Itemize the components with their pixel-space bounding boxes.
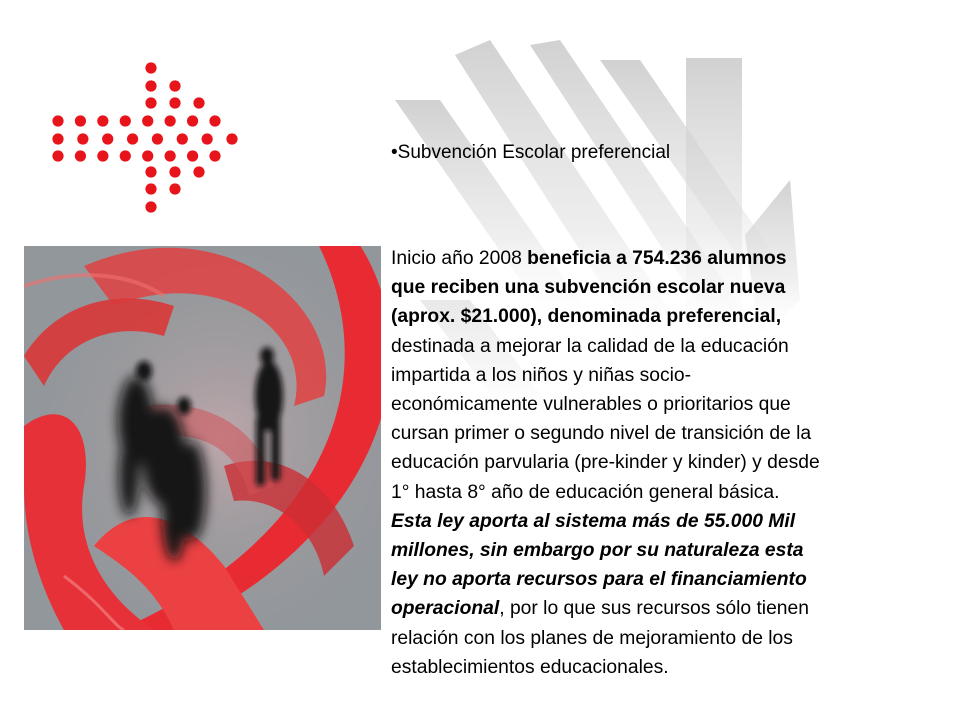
logo-dot xyxy=(165,150,176,161)
logo-dot xyxy=(145,97,156,108)
logo-dot xyxy=(226,133,237,144)
body-line-4: destinada a mejorar la calidad de la educación xyxy=(391,335,789,357)
body-text-rest: , por lo que sus recursos sólo tienen xyxy=(499,598,809,620)
logo-dot xyxy=(52,133,63,144)
body-line-8: educación parvularia (pre-kinder y kinder) y desde xyxy=(391,452,820,474)
logo-dot xyxy=(169,80,180,91)
body-text-italic: operacional xyxy=(391,598,500,620)
body-line-3: (aprox. $21.000), denominada preferencial, xyxy=(391,306,782,328)
body-text-bold: beneficia a 754.236 alumnos xyxy=(527,248,787,269)
slide-body xyxy=(391,244,931,682)
body-line-9: 1° hasta 8° año de educación general básica. xyxy=(391,481,780,503)
logo-dot xyxy=(209,150,220,161)
logo-dot xyxy=(165,115,176,126)
body-line-5: impartida a los niños y niñas socio- xyxy=(391,364,692,386)
logo-dot xyxy=(169,97,180,108)
body-text-start: Inicio año 2008 xyxy=(391,248,528,269)
logo-dot xyxy=(97,150,108,161)
slide-title: •Subvención Escolar preferencial xyxy=(391,142,671,163)
body-line-1 xyxy=(391,244,931,273)
logo-dot xyxy=(193,166,204,177)
logo-dot xyxy=(152,133,163,144)
logo-dot xyxy=(145,80,156,91)
logo-dot xyxy=(127,133,138,144)
logo-dot xyxy=(52,150,63,161)
logo-dot xyxy=(75,115,86,126)
logo-dot xyxy=(145,62,156,73)
logo-dot xyxy=(169,183,180,194)
logo-dot xyxy=(145,166,156,177)
body-line-10: Esta ley aporta al sistema más de 55.000 Mil xyxy=(391,510,796,532)
logo-dot xyxy=(52,115,63,126)
logo-dot xyxy=(145,183,156,194)
logo-dot xyxy=(142,115,153,126)
cover-photo xyxy=(24,246,381,630)
logo-dot xyxy=(102,133,113,144)
logo-dot xyxy=(120,150,131,161)
body-line-11: millones, sin embargo por su naturaleza esta xyxy=(391,540,804,562)
logo-dot xyxy=(97,115,108,126)
logo-dot xyxy=(75,150,86,161)
logo-dot xyxy=(142,150,153,161)
body-line-13 xyxy=(391,594,931,623)
logo-dot xyxy=(120,115,131,126)
logo-dot xyxy=(209,115,220,126)
logo-dot xyxy=(187,115,198,126)
body-line-2: que reciben una subvención escolar nueva xyxy=(391,277,786,299)
body-line-6: económicamente vulnerables o prioritarios que xyxy=(391,394,791,416)
body-line-12: ley no aporta recursos para el financiamiento xyxy=(391,569,807,591)
logo-dot xyxy=(77,133,88,144)
body-line-7: cursan primer o segundo nivel de transición de la xyxy=(391,423,812,445)
body-line-15: establecimientos educacionales. xyxy=(391,656,669,678)
logo-dot xyxy=(202,133,213,144)
logo-dot xyxy=(177,133,188,144)
red-dot-arrow-icon xyxy=(0,0,260,230)
logo-dot xyxy=(193,97,204,108)
logo-dot xyxy=(145,201,156,212)
logo-dot xyxy=(169,166,180,177)
logo-dot xyxy=(187,150,198,161)
body-line-14: relación con los planes de mejoramiento de los xyxy=(391,627,793,649)
